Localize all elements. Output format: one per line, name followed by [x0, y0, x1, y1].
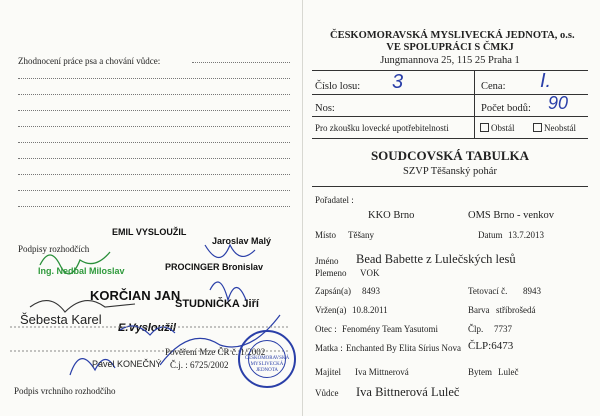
sire-clp-value: 7737: [494, 324, 512, 334]
organizer-oms: OMS Brno - venkov: [468, 210, 555, 221]
stamp-name: STUDNIČKA Jiří: [175, 298, 259, 310]
stamp-name: E.Vysloužil: [118, 322, 176, 334]
fold-line: [302, 0, 303, 416]
dog-name: Bead Babette z Lulečských lesů: [356, 252, 516, 266]
dotted-line: [18, 78, 290, 79]
judges-label: Podpisy rozhodčích: [18, 244, 90, 254]
place-label: Místo: [315, 230, 337, 240]
dotted-line: [18, 174, 290, 175]
seal-text: ČESKOMORAVSKÁ MYSLIVECKÁ JEDNOTA: [244, 356, 290, 373]
chief-judge-name: Pavel KONEČNÝ: [92, 359, 162, 369]
stamp-name: EMIL VYSLOUŽIL: [112, 227, 187, 237]
points-label: Počet bodů:: [481, 103, 531, 114]
points-value: 90: [548, 93, 569, 113]
dotted-line: [18, 206, 290, 207]
born-label: Vržen(a): [315, 305, 347, 315]
passed-option[interactable]: [480, 123, 515, 133]
stamp-name: PROCINGER Bronislav: [165, 262, 264, 272]
born-value: 10.8.2011: [352, 305, 388, 315]
dotted-line: [18, 142, 290, 143]
tattoo-label: Tetovací č.: [468, 286, 508, 296]
stamp-name: KORČIAN JAN: [90, 288, 181, 303]
stamp-name: Jaroslav Malý: [212, 236, 272, 246]
official-seal: [238, 330, 296, 388]
residence-value: Luleč: [498, 367, 519, 377]
dotted-line: [18, 190, 290, 191]
color-label: Barva: [468, 305, 490, 315]
failed-label: Neobstál: [544, 123, 576, 133]
sire-value: Fenomény Team Yasutomi: [342, 324, 438, 334]
sire-label: Otec :: [315, 324, 337, 334]
dam-clp: ČLP:6473: [468, 340, 514, 352]
registry-value: 8493: [362, 286, 380, 296]
org-cooperation: VE SPOLUPRÁCI S ČMKJ: [386, 42, 514, 53]
dotted-line: [18, 110, 290, 111]
price-value: I.: [540, 70, 552, 92]
organizer-label: Pořadatel :: [315, 195, 354, 205]
authorization: Pověření Mze ČR č. 1/2002: [165, 347, 266, 357]
dam-label: Matka :: [315, 343, 343, 353]
name-label: Jméno: [315, 256, 339, 266]
dam-value: Enchanted By Elita Sírius Nova: [346, 343, 461, 353]
dotted-line: [18, 158, 290, 159]
failed-option[interactable]: [533, 123, 576, 133]
date-value: 13.7.2013: [508, 230, 544, 240]
breed-label: Plemeno: [315, 268, 347, 278]
authorization-number: Č.j. : 6725/2002: [170, 360, 229, 370]
handler-value: Iva Bittnerová Luleč: [356, 385, 460, 399]
lot-value: 3: [392, 71, 404, 93]
org-address: Jungmannova 25, 115 25 Praha 1: [380, 55, 520, 66]
dotted-line: [18, 126, 290, 127]
dotted-line: [192, 62, 290, 63]
registry-label: Zapsán(a): [315, 286, 351, 296]
passed-label: Obstál: [491, 123, 515, 133]
dotted-line: [18, 94, 290, 95]
tattoo-value: 8943: [523, 286, 541, 296]
owner-value: Iva Mittnerová: [355, 367, 409, 377]
residence-label: Bytem: [468, 367, 492, 377]
owner-label: Majitel: [315, 367, 341, 377]
price-label: Cena:: [481, 81, 506, 92]
stamp-name: Šebesta Karel: [20, 312, 102, 327]
org-name: ČESKOMORAVSKÁ MYSLIVECKÁ JEDNOTA, o.s.: [330, 30, 575, 41]
card-title: SOUDCOVSKÁ TABULKA: [370, 148, 530, 163]
card-subtitle: SZVP Těšanský pohár: [403, 166, 497, 177]
stamp-name: Ing. Nedbal Miloslav: [38, 266, 125, 276]
chief-judge-label: Podpis vrchního rozhodčího: [14, 386, 116, 396]
lot-label: Číslo losu:: [315, 81, 361, 92]
nose-label: Nos:: [315, 103, 335, 114]
color-value: stříbrošedá: [496, 305, 536, 315]
handler-label: Vůdce: [315, 388, 339, 398]
breed-value: VOK: [360, 268, 380, 278]
evaluation-label: Zhodnocení práce psa a chování vůdce:: [18, 56, 161, 66]
date-label: Datum: [478, 230, 503, 240]
place-value: Těšany: [348, 230, 374, 240]
sire-clp-label: Člp.: [468, 324, 484, 334]
exam-label: Pro zkoušku lovecké upotřebitelnosti: [315, 123, 449, 133]
organizer-kko: KKO Brno: [368, 210, 415, 221]
